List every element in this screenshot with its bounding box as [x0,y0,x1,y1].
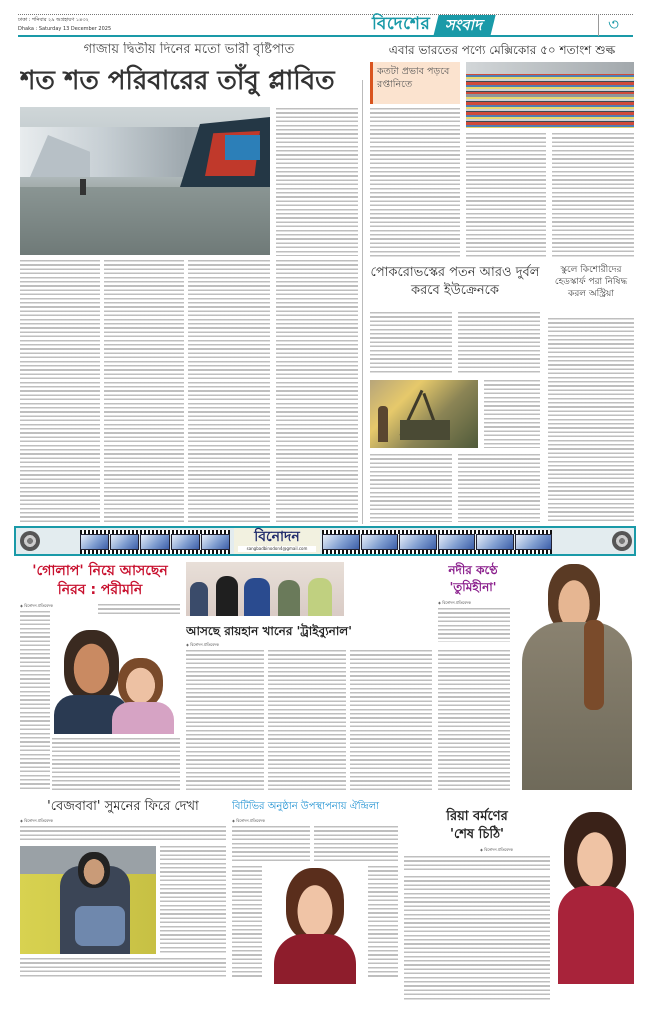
section-title-part1: বিদেশের [372,14,431,34]
bejbaba-headline: 'বেজবাবা' সুমনের ফিরে দেখা [47,799,199,814]
riya-byline: ◈ বিনোদন প্রতিবেদক [480,847,513,852]
gaza-body-col4 [188,260,270,522]
bejbaba-body-col1 [160,846,226,954]
riya-portrait-photo [554,808,636,984]
pokrovsk-headline: পোকরোভস্কের পতন আরও দুর্বল করবে ইউক্রেনকে [370,265,540,298]
column-divider [362,80,363,524]
mexico-body-col1 [370,108,460,258]
page-number-divider [598,14,599,36]
riya-headline [404,808,550,844]
pokrovsk-body-col3 [484,380,540,448]
mexico-body-col3 [552,133,634,258]
riya-headline-line2: 'শেষ চিঠি' [449,827,505,842]
tribunal-event-photo [186,562,344,616]
nodi-headline-line2: 'তুমিহীনা' [449,580,497,594]
mexico-sidebar-box [370,62,460,104]
raihan-headline: আসছে রায়হান খানের 'ট্রাইব্যুনাল' [186,624,352,638]
btv-body-col3 [232,866,262,978]
nodi-portrait-photo [514,560,636,790]
austria-body [548,318,634,522]
mexico-body-col2 [466,133,546,258]
gaza-headline: শত শত পরিবারের তাঁবু প্লাবিত [20,66,335,96]
pokrovsk-body-col1 [370,312,452,374]
raihan-body-col1 [186,650,264,790]
section-title-part2: সংবাদ [434,15,496,36]
gaza-kicker: গাজায় দ্বিতীয় দিনের মতো ভারী বৃষ্টিপাত [83,42,295,57]
nodi-body-col1 [438,608,510,642]
gaza-body-col3 [104,260,184,522]
riya-body [404,876,550,1002]
binodon-title: বিনোদন [254,529,300,545]
pokrovsk-body-col2 [458,312,540,374]
film-reel-right-icon [612,531,632,551]
nodi-headline [436,562,510,596]
riya-headline-line1: রিয়া বর্মণের [446,809,508,824]
btv-headline: বিটিভির অনুষ্ঠান উপস্থাপনায় ঐন্দ্রিলা [232,801,380,812]
date-line-english: Dhaka : Saturday 13 December 2025 [18,26,112,32]
gaza-body-col1 [276,108,358,256]
nodi-body-col2 [438,650,510,790]
pokrovsk-body-col5 [458,454,540,522]
raihan-byline: ◈ বিনোদন প্রতিবেদক [186,642,219,647]
btv-body-col1 [232,826,310,862]
gaza-body-col5 [276,260,358,522]
date-line-bengali: ঢাকা : শনিবার ২৯ অগ্রহায়ণ ১৪৩২ [18,17,89,23]
bejbaba-intro [20,826,226,842]
container-port-photo [466,62,634,128]
btv-body-col2 [314,826,398,862]
film-reel-left-icon [20,531,40,551]
nodi-byline: ◈ বিনোদন প্রতিবেদক [438,600,471,605]
golap-body-col3 [52,738,180,790]
binodon-email[interactable]: sangbadbinodon4@gmail.com [238,546,316,552]
golap-headline-line1: 'গোলাপ' নিয়ে আসছেন [32,563,168,579]
nodi-headline-line1: নদীর কণ্ঠে [448,563,498,577]
austria-headline: স্কুলে কিশোরীদের হেডস্কার্ফ পরা নিষিদ্ধ করল অস্ট্রিয়া [554,265,628,299]
mexico-sidebar-title: কতটা প্রভাব পড়বে রপ্তানিতে [377,66,450,90]
btv-body-col4 [368,866,398,978]
golap-byline: ◈ বিনোদন প্রতিবেদক [20,603,53,608]
sumon-photo [20,846,156,954]
riya-intro [404,856,550,872]
pokrovsk-body-col4 [370,454,452,522]
flooded-tents-photo [20,107,270,255]
bejbaba-byline: ◈ বিনোদন প্রতিবেদক [20,818,53,823]
mexico-headline: এবার ভারতের পণ্যে মেক্সিকোর ৫০ শতাংশ শুল্ক [388,43,616,57]
golap-body-col2 [98,604,180,616]
nirob-porimoni-photo [54,620,180,734]
bejbaba-body-col2 [20,958,226,978]
binodon-banner [14,526,636,556]
golap-body-col1 [20,611,50,791]
binodon-title-box [234,528,320,554]
artillery-soldiers-photo [370,380,478,448]
raihan-body-col3 [350,650,432,790]
raihan-body-col2 [268,650,346,790]
btv-byline: ◈ বিনোদন প্রতিবেদক [232,818,265,823]
section-title [372,14,592,36]
golap-headline [20,562,180,600]
golap-headline-line2: নিরব : পরীমনি [57,582,143,598]
page-number: ৩ [608,15,620,35]
oindrila-photo [266,866,364,984]
gaza-body-col2 [20,260,100,522]
